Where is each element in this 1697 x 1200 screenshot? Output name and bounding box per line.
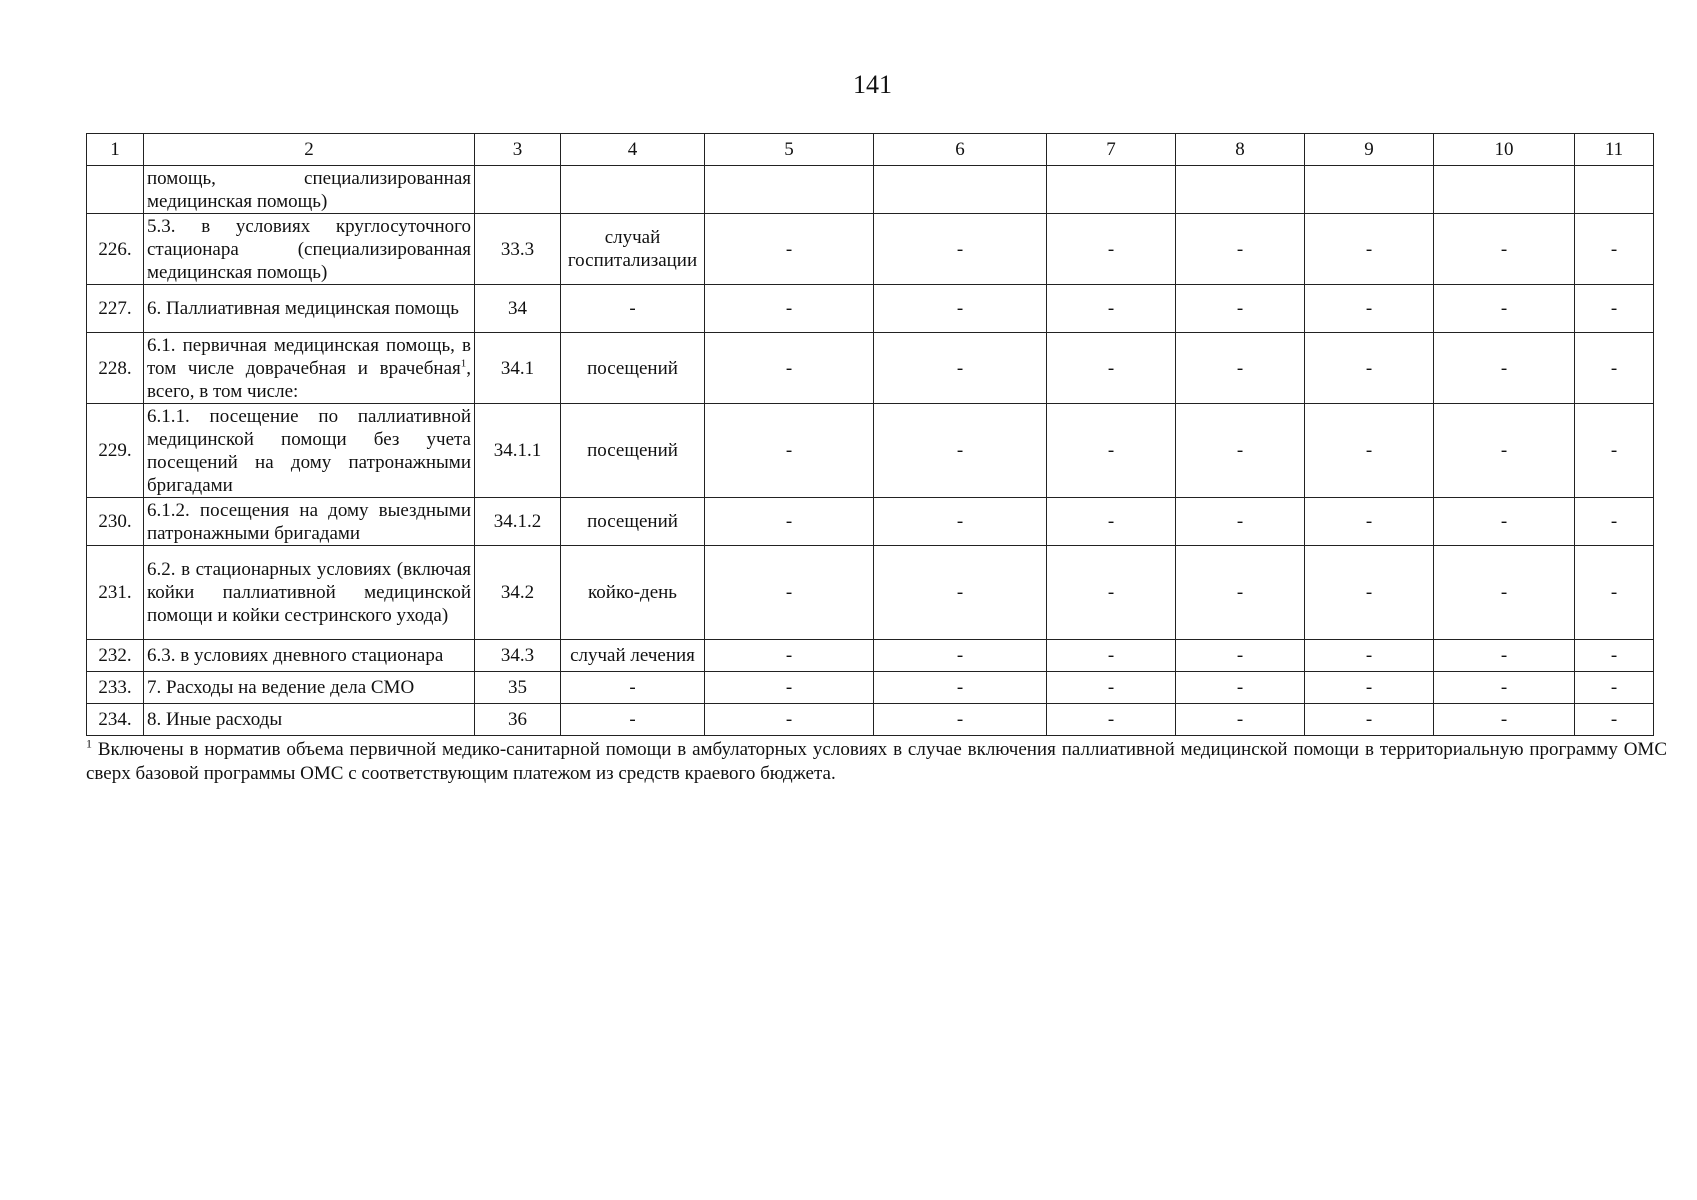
row-value: - (705, 498, 874, 546)
row-description: помощь, специализированная медицинская помощь) (144, 166, 475, 214)
table-row (87, 546, 1654, 640)
row-value: - (705, 546, 874, 640)
column-header: 4 (561, 134, 705, 166)
row-value: - (1176, 285, 1305, 333)
row-description: 8. Иные расходы (144, 704, 475, 736)
row-number: 233. (87, 672, 144, 704)
table-row (87, 285, 1654, 333)
row-unit: посещений (561, 498, 705, 546)
page-number: 141 (853, 70, 892, 99)
row-value (1305, 166, 1434, 214)
row-value: - (1434, 640, 1575, 672)
row-value: - (1305, 498, 1434, 546)
row-value: - (1575, 285, 1654, 333)
row-value: - (1305, 704, 1434, 736)
footnote-mark: 1 (86, 736, 92, 751)
row-unit: - (561, 672, 705, 704)
table-row (87, 704, 1654, 736)
row-value: - (1575, 498, 1654, 546)
row-value: - (1575, 333, 1654, 404)
row-value: - (1047, 214, 1176, 285)
row-value: - (1047, 333, 1176, 404)
row-description: 6.2. в стационарных условиях (включая койки паллиативной медицинской помощи и койки сестринского ухода) (144, 546, 475, 640)
row-unit: койко-день (561, 546, 705, 640)
row-value: - (1575, 404, 1654, 498)
row-description: 6. Паллиативная медицинская помощь (144, 285, 475, 333)
row-value: - (1047, 704, 1176, 736)
row-code: 34.1 (475, 333, 561, 404)
row-code: 33.3 (475, 214, 561, 285)
column-header: 1 (87, 134, 144, 166)
row-value (1434, 166, 1575, 214)
row-value: - (874, 404, 1047, 498)
row-unit: - (561, 285, 705, 333)
row-number: 229. (87, 404, 144, 498)
row-unit: случай госпитализации (561, 214, 705, 285)
column-header: 10 (1434, 134, 1575, 166)
row-number: 231. (87, 546, 144, 640)
column-header: 3 (475, 134, 561, 166)
row-description: 6.1.1. посещение по паллиативной медицинской помощи без учета посещений на дому патронажными бригадами (144, 404, 475, 498)
row-value: - (1176, 214, 1305, 285)
row-value: - (1047, 640, 1176, 672)
row-value: - (1305, 285, 1434, 333)
row-value: - (1305, 546, 1434, 640)
row-value: - (1575, 704, 1654, 736)
row-value: - (1575, 214, 1654, 285)
row-value: - (705, 704, 874, 736)
column-header: 2 (144, 134, 475, 166)
row-value: - (1434, 214, 1575, 285)
row-description: 7. Расходы на ведение дела СМО (144, 672, 475, 704)
row-unit (561, 166, 705, 214)
row-value: - (1176, 498, 1305, 546)
row-value: - (705, 214, 874, 285)
table-row (87, 672, 1654, 704)
row-number (87, 166, 144, 214)
row-description-text: , всего, в том числе: (147, 357, 471, 402)
row-value: - (1434, 498, 1575, 546)
row-value: - (1176, 546, 1305, 640)
row-value: - (1047, 404, 1176, 498)
row-code: 34.3 (475, 640, 561, 672)
row-value (705, 166, 874, 214)
row-unit: - (561, 704, 705, 736)
row-value: - (1575, 640, 1654, 672)
data-table (86, 133, 1654, 736)
row-value: - (1047, 285, 1176, 333)
row-value: - (705, 640, 874, 672)
row-value: - (705, 333, 874, 404)
row-value: - (1434, 704, 1575, 736)
row-value: - (874, 704, 1047, 736)
row-code (475, 166, 561, 214)
row-value: - (874, 640, 1047, 672)
row-value (1176, 166, 1305, 214)
row-code: 35 (475, 672, 561, 704)
row-value: - (1434, 404, 1575, 498)
row-value: - (874, 672, 1047, 704)
row-code: 34 (475, 285, 561, 333)
row-value: - (1575, 546, 1654, 640)
row-value: - (1176, 333, 1305, 404)
table-row (87, 498, 1654, 546)
row-value: - (1575, 672, 1654, 704)
row-unit: посещений (561, 333, 705, 404)
row-description-text: 6.1. первичная медицинская помощь, в том числе доврачебная и врачебная (147, 334, 471, 379)
row-number: 232. (87, 640, 144, 672)
column-header: 5 (705, 134, 874, 166)
footnote (86, 738, 1667, 786)
row-number: 226. (87, 214, 144, 285)
row-value: - (1047, 546, 1176, 640)
row-description: 6.1.2. посещения на дому выездными патронажными бригадами (144, 498, 475, 546)
row-value: - (1305, 640, 1434, 672)
row-unit: случай лечения (561, 640, 705, 672)
column-header: 8 (1176, 134, 1305, 166)
row-value: - (1434, 333, 1575, 404)
row-number: 228. (87, 333, 144, 404)
row-description (144, 333, 475, 404)
table-row (87, 214, 1654, 285)
row-value: - (1176, 704, 1305, 736)
row-value: - (874, 214, 1047, 285)
row-value (874, 166, 1047, 214)
row-code: 34.1.1 (475, 404, 561, 498)
column-header: 11 (1575, 134, 1654, 166)
table-row (87, 166, 1654, 214)
row-number: 234. (87, 704, 144, 736)
row-value: - (705, 285, 874, 333)
row-value: - (1305, 214, 1434, 285)
row-unit: посещений (561, 404, 705, 498)
row-code: 34.2 (475, 546, 561, 640)
row-code: 36 (475, 704, 561, 736)
row-description: 5.3. в условиях круглосуточного стационара (специализированная медицинская помощь) (144, 214, 475, 285)
row-description: 6.3. в условиях дневного стационара (144, 640, 475, 672)
row-value: - (1047, 498, 1176, 546)
row-value: - (874, 498, 1047, 546)
table-row (87, 640, 1654, 672)
row-value: - (1434, 285, 1575, 333)
row-value: - (874, 333, 1047, 404)
row-number: 227. (87, 285, 144, 333)
table-row (87, 404, 1654, 498)
footnote-text: Включены в норматив объема первичной медико-санитарной помощи в амбулаторных условиях в случае включения паллиативной медицинской помощи в территориальную программу ОМС сверх базовой программы ОМС с соответствующим платежом из средств краевого бюджета. (86, 739, 1667, 784)
row-code: 34.1.2 (475, 498, 561, 546)
row-value: - (705, 404, 874, 498)
row-value: - (1176, 404, 1305, 498)
row-value: - (874, 285, 1047, 333)
row-value (1575, 166, 1654, 214)
row-value: - (1434, 672, 1575, 704)
column-header: 9 (1305, 134, 1434, 166)
column-number-row (87, 134, 1654, 166)
row-value: - (1305, 333, 1434, 404)
row-value: - (705, 672, 874, 704)
row-value: - (1434, 546, 1575, 640)
row-number: 230. (87, 498, 144, 546)
footnote-reference: 1 (460, 357, 467, 370)
row-value: - (874, 546, 1047, 640)
column-header: 7 (1047, 134, 1176, 166)
row-value: - (1047, 672, 1176, 704)
row-value (1047, 166, 1176, 214)
row-value: - (1176, 640, 1305, 672)
table-row (87, 333, 1654, 404)
row-value: - (1176, 672, 1305, 704)
row-value: - (1305, 672, 1434, 704)
row-value: - (1305, 404, 1434, 498)
column-header: 6 (874, 134, 1047, 166)
